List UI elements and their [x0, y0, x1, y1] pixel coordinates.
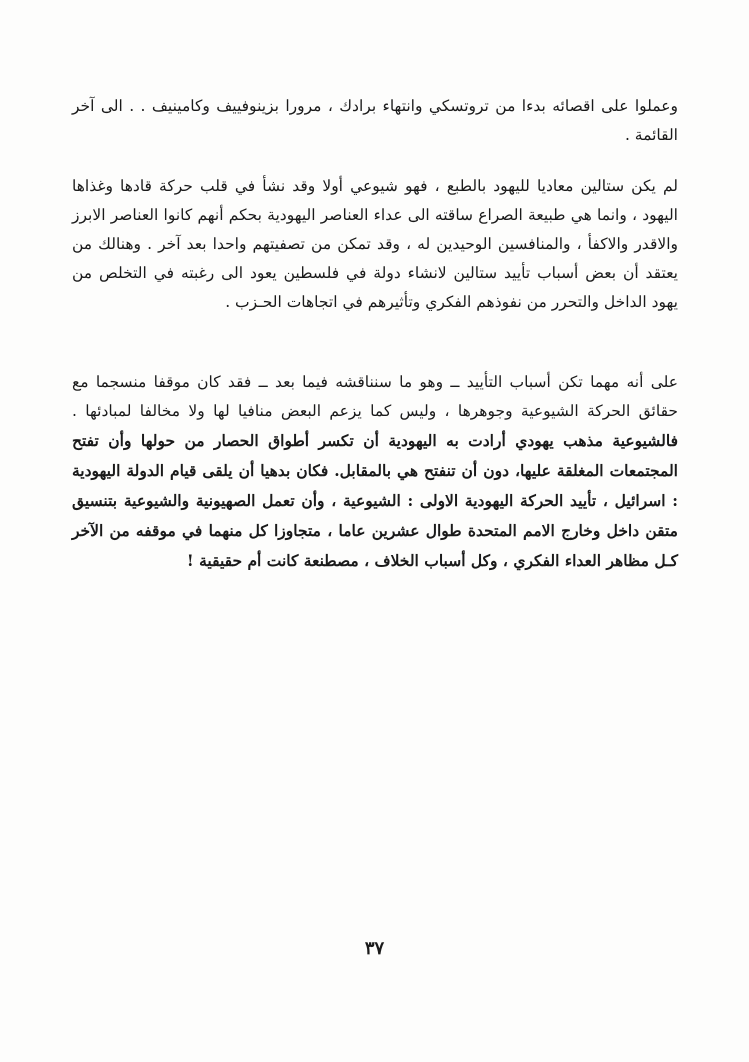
paragraph-2-text: لم يكن ستالين معاديا لليهود بالطبع ، فهو شيوعي أولا وقد نشأ في قلب حركة قادها وغذاها اليهود ، وانما هي طبيعة الصراع ساقته الى عداء العناصر اليهودية بحكم أنهم كانوا العناصر الابرز والاقدر والاكفأ ، والمنافسين الوحيدين له ، وقد تمكن من تصفيتهم واحدا بعد آخر . وهنالك من يعتقد أن بعض أسباب تأييد ستالين لانشاء دولة في فلسطين يعود الى رغبته في التخلص من يهود الداخل والتحرر من نفوذهم الفكري وتأثيرهم في اتجاهات الحـزب .: [72, 177, 678, 311]
paragraph-3-text: [72, 368, 678, 576]
paragraph-1-text: وعملوا على اقصائه بدءا من تروتسكي وانتهاء برادك ، مرورا بزينوفييف وكامينيف . . الى آخر القائمة .: [72, 97, 678, 144]
page-number: ٣٧: [364, 938, 385, 959]
paragraph-3-normal-text: على أنه مهما تكن أسباب التأييد ــ وهو ما سنناقشه فيما بعد ــ فقد كان موقفا منسجما مع حقائق الحركة الشيوعية وجوهرها ، وليس كما يزعم البعض منافيا لها ولا مخالفا لمبادئها .: [72, 373, 678, 420]
paragraph-3: [72, 368, 678, 576]
paragraph-3-bold-text: فالشيوعية مذهب يهودي أرادت به اليهودية أن تكسر أطواق الحصار من حولها وأن تفتح المجتمعات المغلقة عليها، دون أن تنفتح هي بالمقابل. فكان بدهيا أن يلقى قيام الدولة اليهودية : اسرائيل ، تأييد الحركة اليهودية الاولى : الشيوعية ، وأن تعمل الصهيونية والشيوعية بتنسيق متقن داخل وخارج الامم المتحدة طوال عشرين عاما ، متجاوزا كل منهما في موقفه من الآخر كـل مظاهر العداء الفكري ، وكل أسباب الخلاف ، مصطنعة كانت أم حقيقية !: [72, 431, 678, 570]
paragraph-1: [72, 92, 678, 150]
paragraph-2: [72, 172, 678, 317]
